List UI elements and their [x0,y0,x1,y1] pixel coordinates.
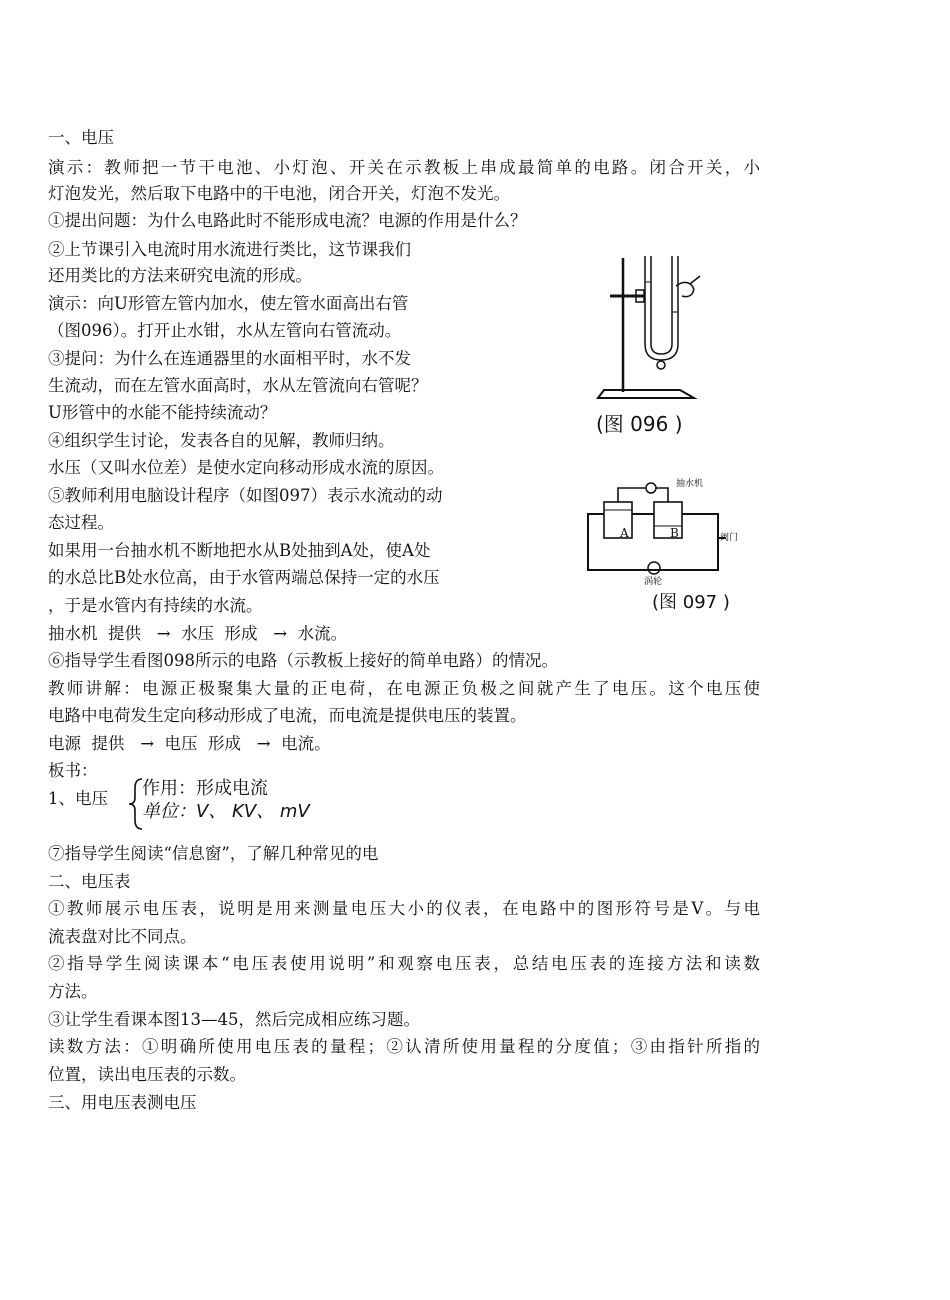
label-valve: 阀门 [720,533,739,543]
paragraph-line: ③提问：为什么在连通器里的水面相平时，水不发 [48,349,411,368]
board-brace-block [126,776,386,832]
paragraph-line: ①提出问题：为什么电路此时不能形成电流？电源的作用是什么？ [48,211,527,230]
label-b: B [670,526,679,540]
paragraph-line: 读数方法：①明确所使用电压表的量程；②认清所使用量程的分度值；③由指针所指的 [48,1037,760,1056]
paragraph-line: ⑦指导学生阅读“信息窗”，了解几种常见的电 [48,844,379,863]
paragraph-line: ②上节课引入电流时用水流进行类比，这节课我们 [48,240,411,259]
paragraph-line: 水压（又叫水位差）是使水定向移动形成水流的原因。 [48,458,444,477]
figure-096-caption: (图 096 ) [596,412,683,436]
paragraph-line: 演示：教师把一节干电池、小灯泡、开关在示教板上串成最简单的电路。闭合开关，小 [48,158,760,177]
figure-096 [592,252,722,442]
paragraph-line: 态过程。 [48,513,114,532]
label-a: A [620,526,629,540]
paragraph-line: ③让学生看课本图13—45，然后完成相应练习题。 [48,1010,420,1029]
paragraph-line: ②指导学生阅读课本“电压表使用说明”和观察电压表，总结电压表的连接方法和读数 [48,954,760,973]
board-heading: 板书： [48,761,98,780]
paragraph-line: 生流动，而在左管水面高时，水从左管流向右管呢？ [48,376,428,395]
paragraph-line: （图096）。打开止水钳，水从左管向右管流动。 [48,321,402,340]
paragraph-line: ④组织学生讨论，发表各自的见解，教师归纳。 [48,431,395,450]
label-wheel: 涡轮 [644,577,663,587]
figure-097 [580,476,740,616]
paragraph-line: 电路中电荷发生定向移动形成了电流，而电流是提供电压的装置。 [48,706,527,725]
figure-097-caption: (图 097 ) [652,592,730,613]
board-row-function: 作用：形成电流 [142,778,268,799]
paragraph-line: 教师讲解：电源正极聚集大量的正电荷，在电源正负极之间就产生了电压。这个电压使 [48,679,760,698]
paragraph-line: 的水总比B处水位高，由于水管两端总保持一定的水压 [48,568,440,587]
paragraph-line: 方法。 [48,982,98,1001]
paragraph-line: ①教师展示电压表，说明是用来测量电压大小的仪表，在电路中的图形符号是V。与电 [48,899,760,918]
paragraph-line: ⑤教师利用电脑设计程序（如图097）表示水流动的动 [48,486,443,505]
paragraph-line: 如果用一台抽水机不断地把水从B处抽到A处，使A处 [48,541,431,560]
board-row-units: 单位：V、 KV、 mV [142,801,310,822]
paragraph-line: 演示：向U形管左管内加水，使左管水面高出右管 [48,294,409,313]
paragraph-line: 还用类比的方法来研究电流的形成。 [48,266,312,285]
paragraph-line: ⑥指导学生看图098所示的电路（示教板上接好的简单电路）的情况。 [48,651,558,670]
paragraph-line: 流表盘对比不同点。 [48,927,197,946]
paragraph-line: U形管中的水能不能持续流动？ [48,403,277,422]
flow-line-electric: 电源 提供 → 电压 形成 → 电流。 [48,734,331,753]
label-pump: 抽水机 [676,479,704,489]
pump-circuit-illustration [580,476,740,586]
board-item-voltage: 1、电压 [48,789,108,808]
flow-line-water: 抽水机 提供 → 水压 形成 → 水流。 [48,624,348,643]
paragraph-line: 灯泡发光，然后取下电路中的干电池，闭合开关，灯泡不发光。 [48,184,510,203]
heading-voltmeter: 二、电压表 [48,872,131,891]
heading-voltage: 一、电压 [48,128,114,147]
heading-measure-voltage: 三、用电压表测电压 [48,1093,197,1112]
paragraph-line: ，于是水管内有持续的水流。 [48,596,263,615]
paragraph-line: 位置，读出电压表的示数。 [48,1065,246,1084]
